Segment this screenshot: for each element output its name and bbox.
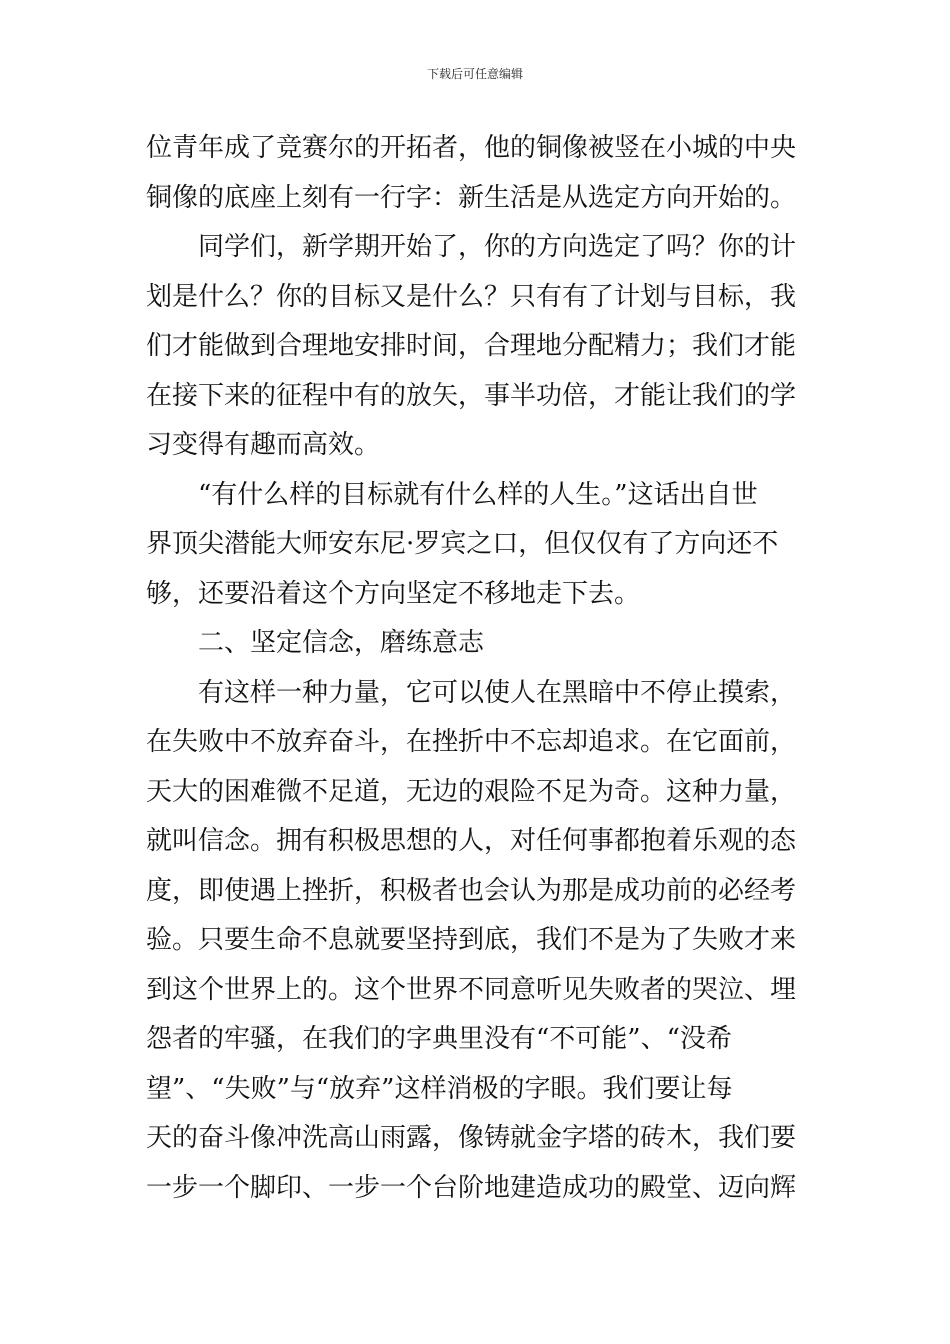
text-line: 同学们，新学期开始了，你的方向选定了吗？你的计 bbox=[146, 232, 797, 262]
text-line: 天大的困难微不足道，无边的艰险不足为奇。这种力量， bbox=[146, 776, 797, 807]
text-line: 习变得有趣而高效。 bbox=[146, 430, 381, 460]
text-line: 验。只要生命不息就要坚持到底，我们不是为了失败才来 bbox=[146, 925, 797, 955]
text-line: 在失败中不放弃奋斗，在挫折中不忘却追求。在它面前， bbox=[146, 727, 797, 757]
text-line: 界顶尖潜能大师安东尼·罗宾之口，但仅仅有了方向还不 bbox=[146, 529, 779, 559]
document-body bbox=[146, 124, 808, 1213]
text-line: 就叫信念。拥有积极思想的人，对任何事都抱着乐观的态 bbox=[146, 826, 797, 856]
text-line: 度，即使遇上挫折，积极者也会认为那是成功前的必经考 bbox=[146, 875, 797, 906]
text-line: 划是什么？你的目标又是什么？只有有了计划与目标，我 bbox=[146, 281, 797, 312]
text-line: 们才能做到合理地安排时间，合理地分配精力；我们才能 bbox=[146, 331, 797, 361]
text-line: 一步一个脚印、一步一个台阶地建造成功的殿堂、迈向辉 bbox=[146, 1172, 797, 1203]
text-line: 有这样一种力量，它可以使人在黑暗中不停止摸索， bbox=[146, 677, 797, 708]
text-line: 铜像的底座上刻有一行字：新生活是从选定方向开始的。 bbox=[146, 182, 797, 213]
text-line: 到这个世界上的。这个世界不同意听见失败者的哭泣、埋 bbox=[146, 974, 797, 1005]
text-line: 在接下来的征程中有的放矢，事半功倍，才能让我们的学 bbox=[146, 380, 797, 411]
text-line: 天的奋斗像冲洗高山雨露，像铸就金字塔的砖木，我们要 bbox=[146, 1123, 797, 1153]
text-line: 位青年成了竞赛尔的开拓者，他的铜像被竖在小城的中央 bbox=[146, 133, 797, 163]
section-heading: 二、坚定信念，磨练意志 bbox=[146, 628, 485, 658]
text-line: 够，还要沿着这个方向坚定不移地走下去。 bbox=[146, 578, 641, 609]
text-line: 望”、“失败”与“放弃”这样消极的字眼。我们要让每 bbox=[146, 1073, 733, 1104]
page-header: 下载后可任意编辑 bbox=[426, 67, 523, 81]
text-line: 怨者的牢骚，在我们的字典里没有“不可能”、“没希 bbox=[146, 1024, 732, 1054]
text-line: “有什么样的目标就有什么样的人生。”这话出自世 bbox=[146, 479, 758, 510]
